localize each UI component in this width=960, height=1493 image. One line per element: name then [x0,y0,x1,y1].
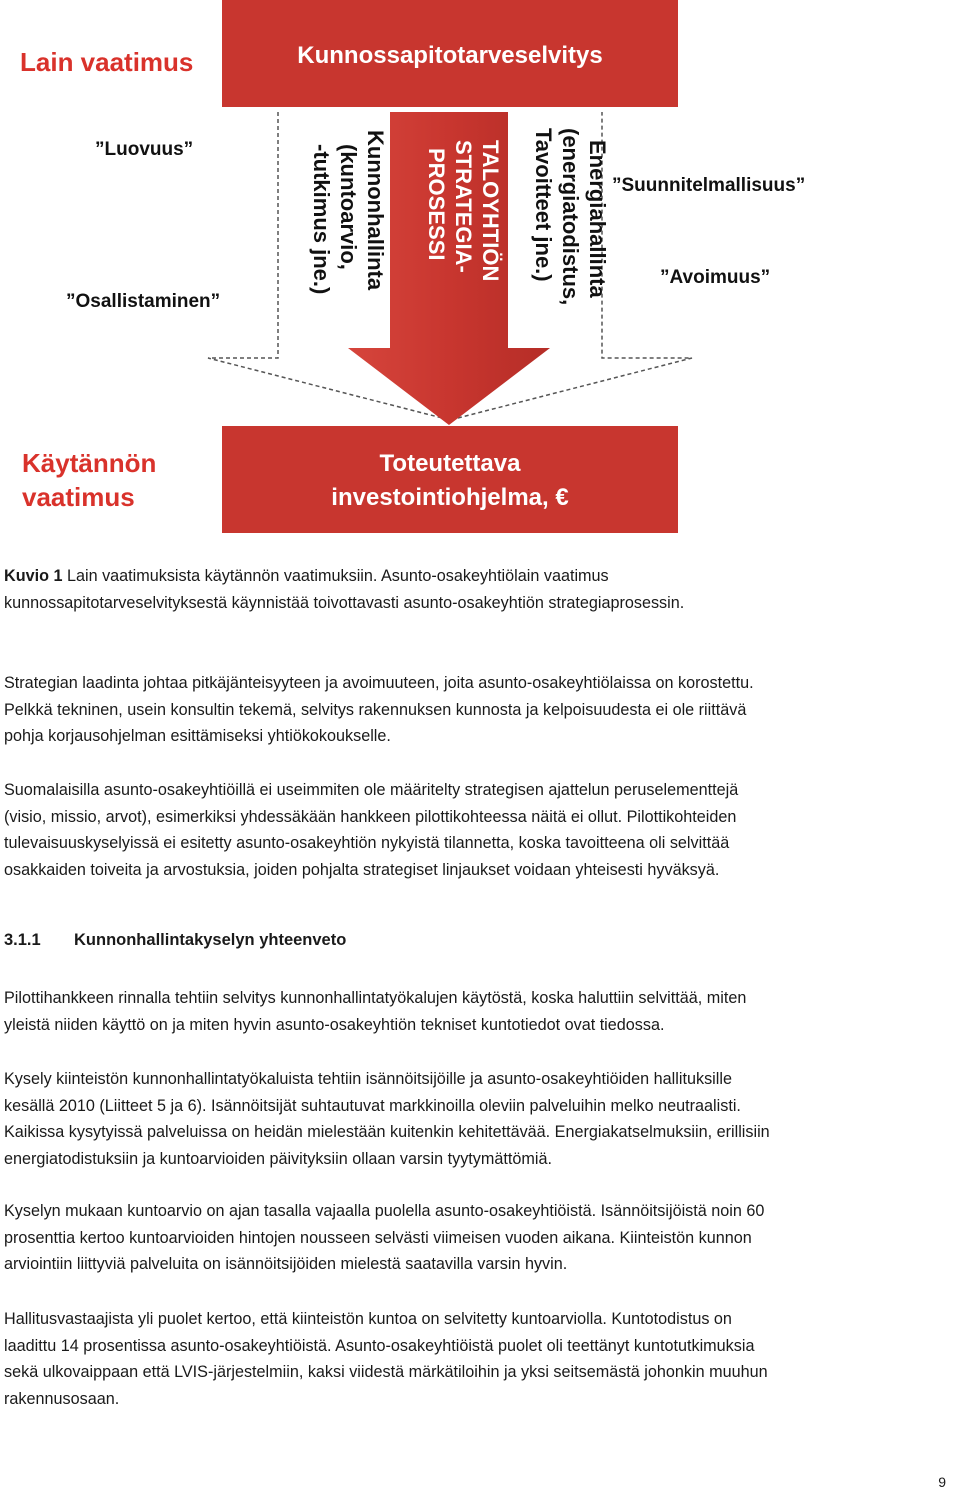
section-title: Kunnonhallintakyselyn yhteenveto [74,931,347,949]
text-line: rakennusosaan. [4,1389,120,1408]
energy-management-line2: (energiatodistus, [558,128,583,306]
text-line: Kaikissa kysytyissä palveluissa on heidän mielestään kuitenkin kehitettävää. Energiakatselmuksiin, erillisiin [4,1123,770,1141]
condition-management-line3: -tutkimus jne.) [309,144,334,295]
text-line: Suomalaisilla asunto-osakeyhtiöillä ei useimmiten ole määritelty strategisen ajattelun peruselementtejä [4,781,739,799]
text-line: tulevaisuuskyselyissä ei esitetty asunto-osakeyhtiön nykyistä tilannetta, koska tavoitteena oli selvittää [4,834,730,852]
section-heading [4,931,346,950]
condition-management-line2: (kuntoarvio, [336,144,361,270]
text-line: Kyselyn mukaan kuntoarvio on ajan tasalla vajaalla puolella asunto-osakeyhtiöistä. Isännöitsijöistä noin 60 [4,1202,765,1220]
page-number: 9 [938,1474,946,1490]
text-line: laadittu 14 prosentissa asunto-osakeyhtiöistä. Asunto-osakeyhtiöistä puolet oli teettänyt kuntotutkimuksia [4,1336,755,1355]
caption-text: Lain vaatimuksista käytännön vaatimuksiin. Asunto-osakeyhtiölain vaatimus [62,567,609,585]
practice-requirement-line2: vaatimus [22,482,135,512]
practice-requirement-line1: Käytännön [22,448,157,478]
text-line: osakkaiden toiveita ja arvostuksia, joiden pohjalta strategiset linjaukset voidaan yhteisesti hyväksyä. [4,860,720,879]
text-line: yleistä niiden käyttö on ja miten hyvin asunto-osakeyhtiön tekniset kuntotiedot ovat tiedossa. [4,1015,665,1034]
text-line: kesällä 2010 (Liitteet 5 ja 6). Isännöitsijät suhtautuvat markkinoilla oleviin palveluihin melko neutraalisti. [4,1096,741,1115]
paragraph [4,1066,960,1172]
text-line: (visio, missio, arvot), esimerkiksi yhdessäkään hankkeen pilottikohteessa näitä ei ollut. Pilottikohteiden [4,807,737,826]
quote-openness: ”Avoimuus” [660,267,771,288]
caption-line [4,563,960,590]
text-line: Strategian laadinta johtaa pitkäjänteisyyteen ja avoimuuteen, joita asunto-osakeyhtiölaissa on korostettu. [4,674,754,692]
text-line: prosenttia kertoo kuntoarvioiden hintojen nousseen selvästi viimeisen vuoden aikana. Kiinteistön kunnon [4,1228,752,1247]
strategy-process-diagram [0,0,960,545]
paragraph [4,985,960,1038]
text-line: sekä ulkovaippaan että LVIS-järjestelmiin, kaksi viidestä märkätiloihin ja yksi seitsemästä johonkin muuhun [4,1363,768,1381]
caption-label: Kuvio 1 [4,567,63,585]
quote-planning: ”Suunnitelmallisuus” [612,175,806,196]
paragraph [4,670,960,750]
investment-program-line2: investointiohjelma, € [331,484,569,511]
figure-caption [4,563,960,616]
law-requirement-label: Lain vaatimus [20,47,194,77]
paragraph [4,777,960,883]
arrow-text-line1: TALOYHTIÖN [478,140,503,282]
maintenance-survey-title: Kunnossapitotarveselvitys [297,42,603,69]
text-line: Kysely kiinteistön kunnonhallintatyökaluista tehtiin isännöitsijöille ja asunto-osakeyhtiöiden hallituksille [4,1070,732,1088]
caption-line: kunnossapitotarveselvityksestä käynnistää toivottavasti asunto-osakeyhtiön strategiaprosessin. [4,593,685,612]
energy-management-line3: Tavoitteet jne.) [531,128,556,282]
investment-program-line1: Toteutettava [379,450,521,477]
paragraph [4,1198,960,1278]
quote-creativity: ”Luovuus” [95,139,194,160]
condition-management-line1: Kunnonhallinta [363,130,388,291]
energy-management-line1: Energiahallinta [585,140,610,298]
investment-program-box [222,426,678,533]
paragraph [4,1306,960,1412]
text-line: arviointiin liittyviä palveluita on isännöitsijöiden mielestä saatavilla varsin hyvin. [4,1255,568,1273]
text-line: energiatodistuksiin ja kuntoarvioiden päivityksiin ollaan varsin tyytymättömiä. [4,1149,552,1168]
arrow-text-line3: PROSESSI [424,148,449,261]
section-number: 3.1.1 [4,931,41,949]
arrow-text-line2: STRATEGIA- [451,140,476,273]
text-line: Pilottihankkeen rinnalla tehtiin selvitys kunnonhallintatyökalujen käytöstä, koska haluttiin selvittää, miten [4,989,747,1007]
quote-participation: ”Osallistaminen” [66,291,221,312]
text-line: Hallitusvastaajista yli puolet kertoo, että kiinteistön kuntoa on selvitetty kuntoarviolla. Kuntotodistus on [4,1310,732,1328]
text-line: Pelkkä tekninen, usein konsultin tekemä, selvitys rakennuksen kunnosta ja kelpoisuudesta ei ole riittävä [4,700,747,719]
text-line: pohja korjausohjelman esittämiseksi yhtiökokoukselle. [4,727,391,745]
